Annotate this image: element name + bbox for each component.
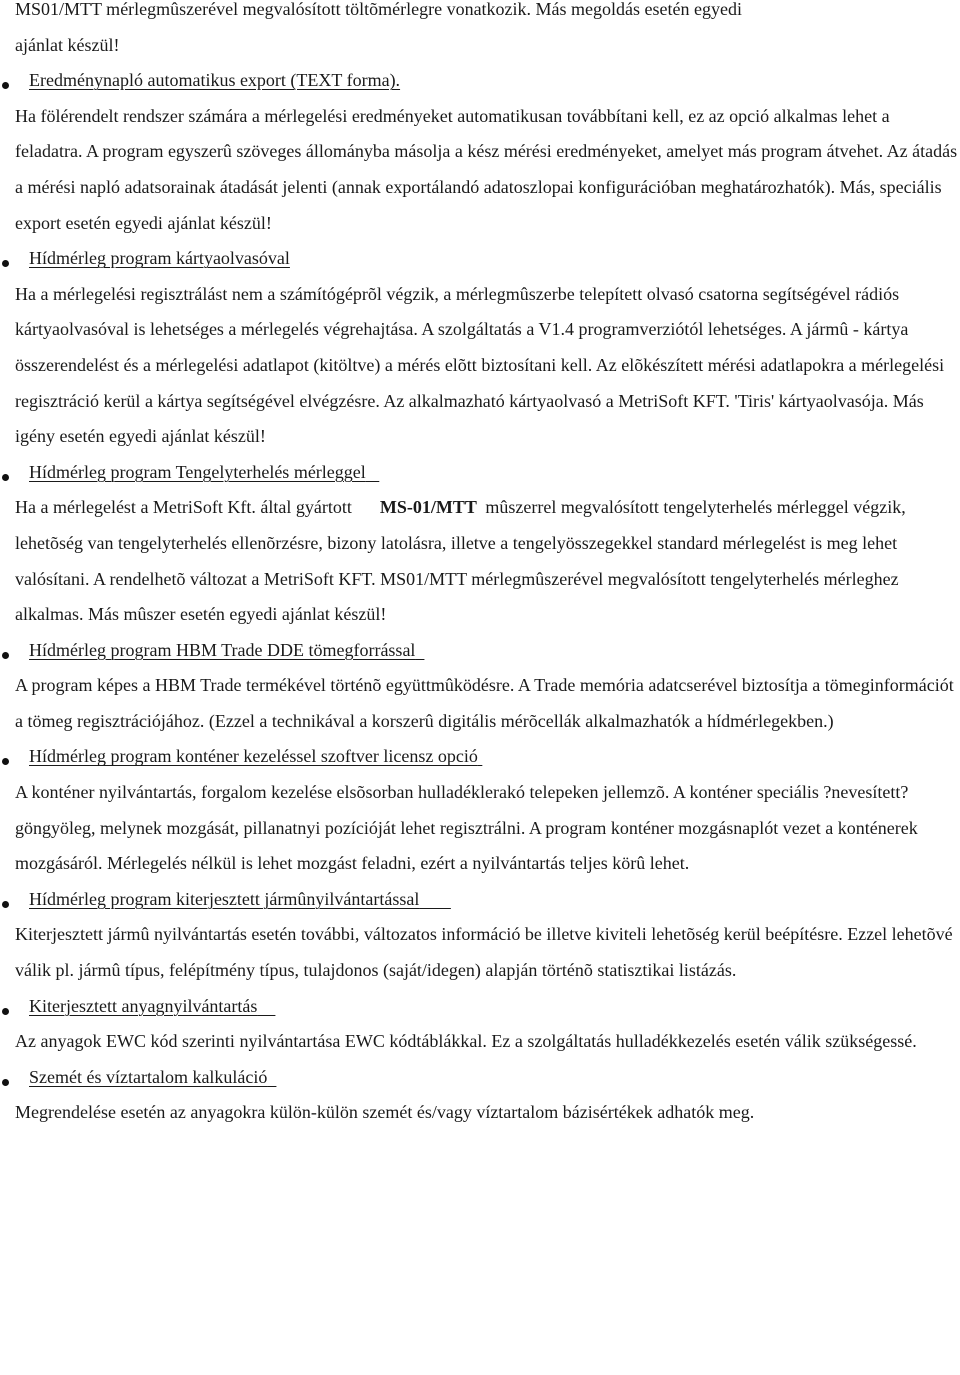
section-body-vehicle-registry: Kiterjesztett jármû nyilvántartás esetén további, változatos információ be illetve kiviteli lehetõség kerül beépítésre. Ezzel lehetõvé válik pl. jármû típus, felépítmény típus, tulajdonos (saját/idegen) alapján történõ statisztikai listázás. [15,924,953,981]
section-title: Hídmérleg program konténer kezeléssel szoftver licensz opció [29,746,478,767]
section-body-hbm-trade: A program képes a HBM Trade termékével történõ együttmûködésre. A Trade memória adatcserével biztosítja a tömeginformációt a tömeg regisztrációjához. (Ezzel a technikával a korszerû digitális mérõcellák alkalmazhatók a hídmérlegekben.) [15,675,954,731]
bullet-icon [2,652,9,659]
intro-paragraph [15,0,960,63]
model-name: MS-01/MTT [379,497,477,518]
bullet-icon [2,1079,9,1086]
bullet-icon [2,1008,9,1015]
section-heading-hbm-trade [15,633,960,669]
intro-line-1: MS01/MTT mérlegmûszerével megvalósított töltõmérlegre vonatkozik. Más megoldás esetén egyedi [15,0,742,19]
bullet-icon [2,82,9,89]
bullet-icon [2,260,9,267]
section-heading-vehicle-registry [15,882,960,918]
section-heading-container [15,739,960,775]
section-heading-waste-water [15,1060,960,1096]
section-title: Kiterjesztett anyagnyilvántartás [29,995,258,1016]
section-title: Eredménynapló automatikus export (TEXT forma). [29,70,401,91]
intro-line-2: ajánlat készül! [15,34,120,55]
section-body-material-registry: Az anyagok EWC kód szerinti nyilvántartása EWC kódtáblákkal. Ez a szolgáltatás hulladékkezelés esetén válik szükségessé. [15,1031,917,1052]
section-body-lead: Ha a mérlegelést a MetriSoft Kft. által gyártott [15,497,352,518]
bullet-icon [2,901,9,908]
section-body-container: A konténer nyilvántartás, forgalom kezelése elsõsorban hulladéklerakó telepeken jellemzõ. A konténer speciális ?nevesített? göngyöleg, melynek mozgását, pillanatnyi pozícióját lehet regisztrálni. A program konténer mozgásnaplót vezet a konténerek mozgásáról. Mérlegelés nélkül is lehet mozgást feladni, ezért a nyilvántartás teljes körû lehet. [15,782,918,874]
section-body-text-export: Ha fölérendelt rendszer számára a mérlegelési eredményeket automatikusan továbbítani kell, ez az opció alkalmas lehet a feladatra. A program egyszerû szöveges állományba másolja a kész mérési eredményeket, amelyet más program átvehet. Az átadás a mérési napló adatsorainak átadását jelenti (annak exportálandó adatoszlopai konfigurációban meghatározhatók). Más, speciális export esetén egyedi ajánlat készül! [15,105,958,233]
section-body-rest: mûszerrel megvalósított tengelyterhelés mérleggel végzik, lehetõség van tengelyterhelés ellenõrzésre, bizony latolásra, illetve a tengelyösszegekkel standard mérlegelést is meg lehet valósítani. A rendelhetõ változat a MetriSoft KFT. MS01/MTT mérlegmûszerével megvalósított tengelyterhelés mérleghez alkalmas. Más mûszer esetén egyedi ajánlat készül! [15,497,906,625]
section-body-waste-water: Megrendelése esetén az anyagokra külön-külön szemét és/vagy víztartalom bázisértékek adhatók meg. [15,1102,755,1123]
section-body-card-reader: Ha a mérlegelési regisztrálást nem a számítógéprõl végzik, a mérlegmûszerbe telepített olvasó csatorna segítségével rádiós kártyaolvasóval is lehetséges a mérlegelés végrehajtása. A szolgáltatás a V1.4 programverziótól lehetséges. A jármû - kártya összerendelést és a mérlegelési adatlapot (kitöltve) a mérés elõtt biztosítani kell. Az elõkészített mérési adatlapokra a mérlegelési regisztráció kerül a kártya segítségével elvégzésre. Az alkalmazható kártyaolvasó a MetriSoft KFT. 'Tiris' kártyaolvasója. Más igény esetén egyedi ajánlat készül! [15,283,945,447]
section-heading-material-registry [15,989,960,1025]
section-title: Hídmérleg program kártyaolvasóval [29,248,290,269]
bullet-icon [2,758,9,765]
section-heading-card-reader [15,241,960,277]
section-heading-axle-load [15,455,960,491]
section-title: Szemét és víztartalom kalkuláció [29,1066,268,1087]
section-body-axle-load [15,490,960,632]
section-title: Hídmérleg program kiterjesztett jármûnyilvántartással [29,888,420,909]
section-title: Hídmérleg program HBM Trade DDE tömegforrással [29,639,416,660]
document-page [15,0,960,1131]
section-title: Hídmérleg program Tengelyterhelés mérleggel [29,461,366,482]
section-heading-text-export [15,63,960,99]
bullet-icon [2,474,9,481]
